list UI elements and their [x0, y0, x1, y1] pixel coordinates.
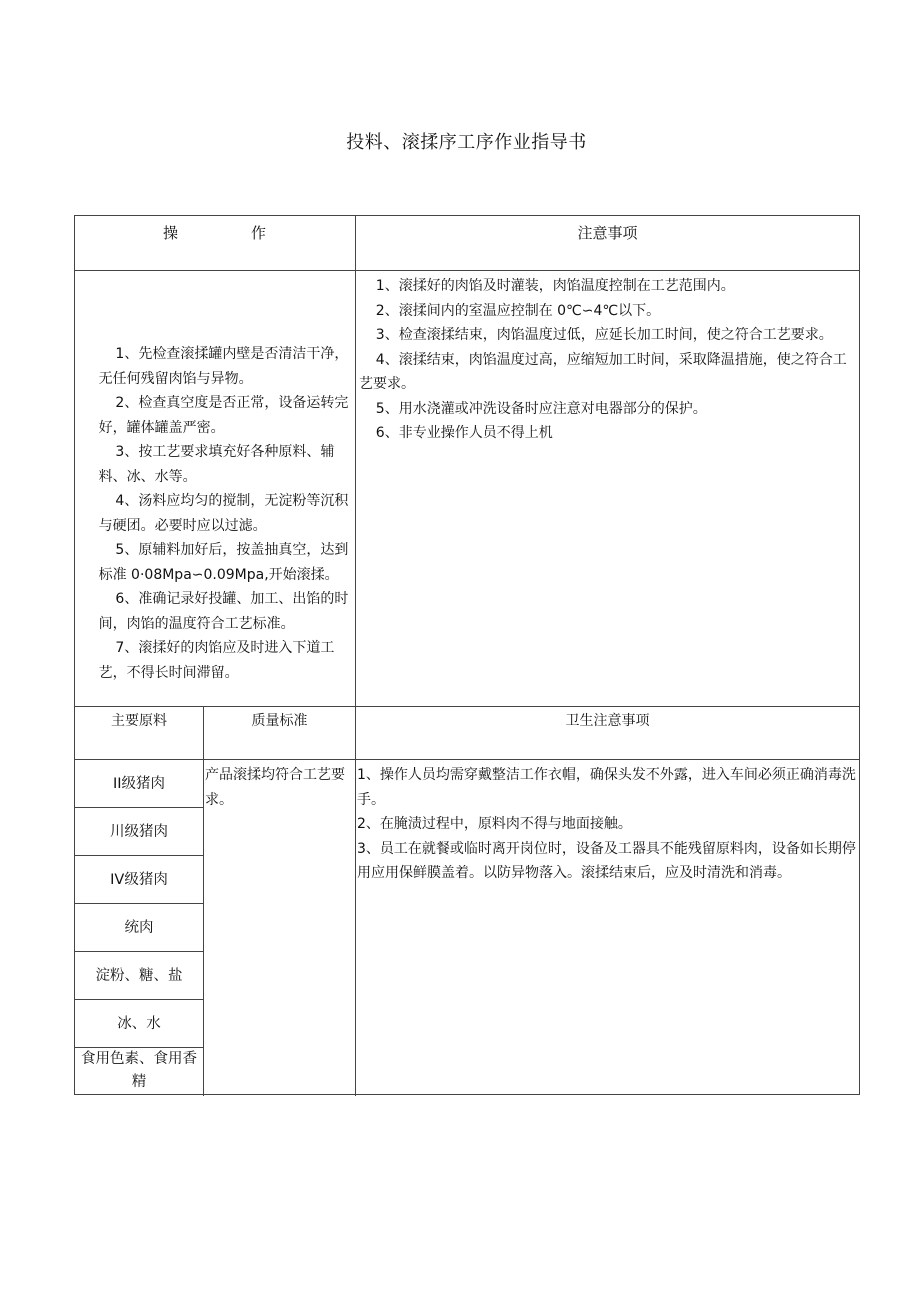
notes-header: 注意事项: [577, 224, 638, 242]
notes-list: [359, 274, 859, 446]
operation-step-6: 6、准确记录好投罐、加工、出馅的时间，肉馅的温度符合工艺标准。: [98, 591, 349, 632]
operation-step-5: 5、原辅料加好后，按盖抽真空，达到标准 0·08Mpa∽0.09Mpa,开始滚揉。: [98, 542, 349, 583]
quality-header: 质量标准: [251, 713, 308, 729]
material-item-7: 食用色素、食用香精: [81, 1051, 197, 1090]
note-item-4: 4、滚揉结束，肉馅温度过高，应缩短加工时间，采取降温措施，使之符合工艺要求。: [359, 351, 847, 392]
operation-header-char-2: 作: [251, 224, 267, 242]
material-item-2: 川级猪肉: [110, 824, 168, 840]
operation-step-3: 3、按工艺要求填充好各种原料、辅料、冰、水等。: [98, 444, 335, 485]
hygiene-item-1: 1、操作人员均需穿戴整洁工作衣帽，确保头发不外露，进入车间必须正确消毒洗手。: [357, 767, 856, 808]
instruction-table: [74, 215, 860, 1095]
material-item-4: 统肉: [124, 920, 154, 936]
operation-header-char-1: 操: [163, 224, 179, 242]
page-title: 投料、滚揉序工序作业指导书: [346, 132, 587, 153]
hygiene-item-2: 2、在腌渍过程中，原料肉不得与地面接触。: [357, 816, 632, 832]
divider-header-bottom: [75, 270, 859, 271]
hygiene-header: 卫生注意事项: [565, 713, 650, 729]
operation-step-7: 7、滚揉好的肉馅应及时进入下道工艺，不得长时间滞留。: [98, 640, 335, 681]
material-item-3: IV级猪肉: [110, 872, 168, 888]
operation-step-1: 1、先检查滚揉罐内壁是否清洁干净，无任何残留肉馅与异物。: [98, 346, 349, 387]
hygiene-item-3: 3、员工在就餐或临时离开岗位时，设备及工器具不能残留原料肉，设备如长期停用应用保鲜膜盖着。以防异物落入。滚揉结束后，应及时清洗和消毒。: [357, 840, 856, 881]
operation-step-2: 2、检查真空度是否正常，设备运转完好，罐体罐盖严密。: [98, 395, 349, 436]
divider-lower-vertical-1: [203, 706, 204, 1096]
quality-standard: 产品滚揉均符合工艺要求。: [205, 767, 345, 808]
operations-list: [84, 342, 356, 685]
material-item-6: 冰、水: [117, 1016, 161, 1032]
divider-lower-header-bottom: [75, 759, 859, 760]
divider-lower-vertical-2: [355, 706, 356, 1096]
divider-material-row-4: [75, 951, 203, 952]
divider-material-row-3: [75, 903, 203, 904]
divider-material-row-5: [75, 999, 203, 1000]
note-item-1: 1、滚揉好的肉馅及时灌装，肉馅温度控制在工艺范围内。: [375, 278, 735, 294]
operation-header: [75, 221, 355, 251]
hygiene-list: [357, 763, 859, 886]
material-item-1: II级猪肉: [112, 776, 166, 792]
operation-step-4: 4、汤料应均匀的搅制，无淀粉等沉积与硬团。必要时应以过滤。: [98, 493, 349, 534]
material-item-5: 淀粉、糖、盐: [95, 968, 183, 984]
divider-middle: [75, 706, 859, 707]
note-item-5: 5、用水浇灌或冲洗设备时应注意对电器部分的保护。: [375, 400, 707, 417]
note-item-6: 6、非专业操作人员不得上机: [375, 425, 553, 441]
note-item-3: 3、检查滚揉结束，肉馅温度过低，应延长加工时间，使之符合工艺要求。: [375, 327, 833, 343]
note-item-2: 2、滚揉间内的室温应控制在 0℃∽4℃以下。: [375, 302, 661, 319]
divider-material-row-2: [75, 855, 203, 856]
divider-material-row-1: [75, 807, 203, 808]
materials-header: 主要原料: [111, 713, 167, 729]
